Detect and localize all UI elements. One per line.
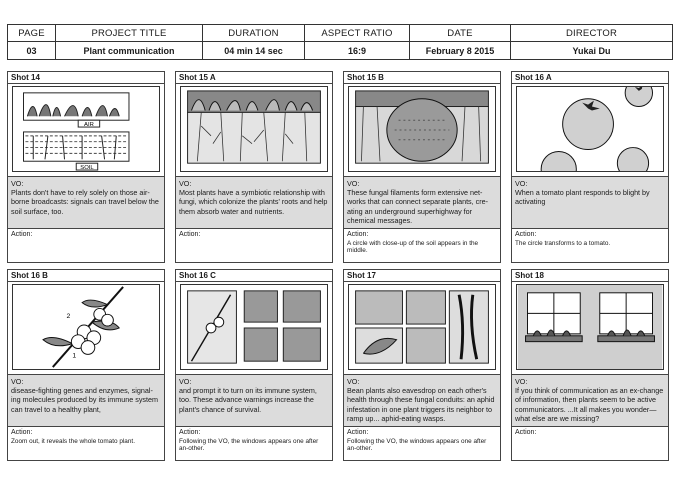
action-text: Zoom out, it reveals the whole tomato plant. xyxy=(11,437,135,445)
plants-roots-sketch xyxy=(181,87,327,171)
shot-label: Shot 15 A xyxy=(176,72,332,84)
vo-label: VO: xyxy=(347,179,360,188)
shot-label: Shot 16 C xyxy=(176,270,332,282)
vo-box xyxy=(8,176,164,229)
vo-box xyxy=(176,176,332,229)
vo-text: and prompt it to turn on its immune system, too. These advance warnings increase the plant's chance of survival. xyxy=(179,386,317,414)
vo-label: VO: xyxy=(11,179,24,188)
date-label: DATE xyxy=(410,25,511,42)
house-windows-sketch xyxy=(517,285,663,369)
storyboard-header xyxy=(7,24,673,60)
shot-label: Shot 16 B xyxy=(8,270,164,282)
air-label: AIR xyxy=(84,122,94,129)
aspect-ratio-label: ASPECT RATIO xyxy=(305,25,410,42)
sketch-frame xyxy=(516,284,664,370)
soil-air-sketch xyxy=(13,87,159,171)
sketch-frame xyxy=(180,284,328,370)
vo-text: If you think of communication as an ex-change of information, then plants seem to be active communicators. ...It all makes you wonder—what else are we missing? xyxy=(515,386,664,423)
storyboard-panel-shot-17 xyxy=(343,269,501,461)
marker-label: 1 xyxy=(72,352,77,360)
soil-circle-sketch xyxy=(349,87,495,171)
storyboard-panel-shot-16b xyxy=(7,269,165,461)
vo-box xyxy=(344,374,500,427)
soil-label: SOIL xyxy=(80,165,94,171)
vo-box xyxy=(512,374,668,427)
action-label: Action: xyxy=(347,429,369,436)
marker-label: 2 xyxy=(66,313,71,321)
action-box xyxy=(176,427,332,460)
vo-text: Most plants have a symbiotic relationship with fungi, which colonize the plants' roots and help them absorb water and nutrients. xyxy=(179,188,328,216)
director-label: DIRECTOR xyxy=(511,25,672,42)
action-box xyxy=(344,427,500,460)
action-label: Action: xyxy=(515,429,537,436)
page-label: PAGE xyxy=(8,25,56,42)
vo-text: When a tomato plant responds to blight by activating xyxy=(515,188,650,207)
vo-text: Plants don't have to rely solely on those air-borne broadcasts: signals can travel below the soil surface, too. xyxy=(11,188,159,216)
project-title-label: PROJECT TITLE xyxy=(56,25,203,42)
sketch-frame xyxy=(348,86,496,172)
vo-label: VO: xyxy=(179,179,192,188)
vo-text: These fungal filaments form extensive net-works that can connect separate plants, cre-ating an underground superhighway for chemical messages. xyxy=(347,188,489,225)
sketch-frame xyxy=(12,284,160,370)
shot-label: Shot 15 B xyxy=(344,72,500,84)
storyboard-panel-shot-15b xyxy=(343,71,501,263)
project-title-value: Plant communication xyxy=(56,42,203,59)
vo-box xyxy=(512,176,668,229)
vo-box xyxy=(344,176,500,229)
action-label: Action: xyxy=(11,231,33,238)
windows-grid-sketch xyxy=(181,285,327,369)
shot-label: Shot 17 xyxy=(344,270,500,282)
sketch-frame xyxy=(180,86,328,172)
sketch-frame xyxy=(348,284,496,370)
aspect-ratio-value: 16:9 xyxy=(305,42,410,59)
storyboard-panel-shot-15a xyxy=(175,71,333,263)
action-text: Following the VO, the windows appears one after an-other. xyxy=(347,437,487,453)
action-label: Action: xyxy=(11,429,33,436)
action-text: The circle transforms to a tomato. xyxy=(515,239,611,247)
vo-box xyxy=(176,374,332,427)
action-box xyxy=(8,427,164,460)
tomatoes-sketch xyxy=(517,87,663,171)
vo-label: VO: xyxy=(515,179,528,188)
action-label: Action: xyxy=(179,429,201,436)
date-value: February 8 2015 xyxy=(410,42,511,59)
action-label: Action: xyxy=(179,231,201,238)
shot-label: Shot 14 xyxy=(8,72,164,84)
action-box xyxy=(344,229,500,262)
duration-label: DURATION xyxy=(203,25,305,42)
action-box xyxy=(512,427,668,460)
sketch-frame xyxy=(516,86,664,172)
shot-label: Shot 18 xyxy=(512,270,668,282)
storyboard-panel-shot-18 xyxy=(511,269,669,461)
vo-label: VO: xyxy=(347,377,360,386)
vo-label: VO: xyxy=(179,377,192,386)
action-box xyxy=(176,229,332,262)
tomato-plant-sketch xyxy=(13,285,159,369)
storyboard-panel-shot-16a xyxy=(511,71,669,263)
action-text: Following the VO, the windows appears one after an-other. xyxy=(179,437,319,453)
action-box xyxy=(8,229,164,262)
director-value: Yukai Du xyxy=(572,45,611,56)
duration-value: 04 min 14 sec xyxy=(203,42,305,59)
vo-box xyxy=(8,374,164,427)
vo-text: Bean plants also eavesdrop on each other's health through these fungal conduits: an aphid infestation in one plant triggers its neighbor to ramp up... aphid-eating wasps. xyxy=(347,386,495,423)
vo-text: disease-fighting genes and enzymes, signal-ing molecules produced by its immune system can travel to a healthy plant, xyxy=(11,386,159,414)
storyboard-panel-shot-16c xyxy=(175,269,333,461)
sketch-frame xyxy=(12,86,160,172)
action-text: A circle with close-up of the soil appears in the middle. xyxy=(347,239,479,255)
vo-label: VO: xyxy=(515,377,528,386)
vo-label: VO: xyxy=(11,377,24,386)
bean-plants-sketch xyxy=(349,285,495,369)
action-label: Action: xyxy=(347,231,369,238)
page-value: 03 xyxy=(8,42,56,59)
action-label: Action: xyxy=(515,231,537,238)
action-box xyxy=(512,229,668,262)
shot-label: Shot 16 A xyxy=(512,72,668,84)
storyboard-panel-shot-14 xyxy=(7,71,165,263)
